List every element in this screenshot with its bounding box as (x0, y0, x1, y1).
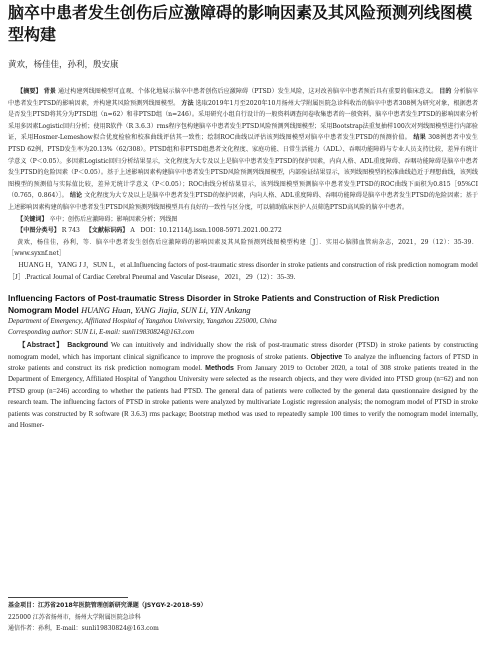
citation-en: HUANG H，YANG J J，SUN L，et al.Influencing factors of post-traumatic stress disorder in stroke patients and construction of risk prediction nomogram model［J］.Practical Journal of Cardiac Cerebral Pneumal and Vascular Disease，2021，29（12）：35-39. (8, 260, 478, 281)
english-abstract-label: 【Abstract】 (18, 342, 65, 350)
footnotes (8, 600, 478, 635)
footnote-divider (8, 597, 128, 598)
classification-value: R 743 (61, 227, 80, 235)
english-background-text: We can intuitively and individually show the risk of post-traumatic stress disorder (PTSD) in stroke patients by constructing nomogram model, which has important clinical significance to improve the prognosis of stroke patients. (8, 341, 479, 361)
english-objective-text: To analyze the influencing factors of PTSD in stroke patients and construct its risk prediction nomogram model. (8, 352, 479, 372)
chinese-abstract (8, 86, 478, 214)
conclusion-label: 结论 (69, 192, 83, 200)
abstract-label: 【摘要】 (17, 88, 42, 95)
article-metadata (8, 214, 478, 284)
background-text: 通过构建列线图模型可直观、个体化地展示脑卒中患者创伤后应激障碍（PTSD）发生风险，这对改善脑卒中患者预后具有重要的临床意义。 (57, 88, 438, 95)
affiliation-note: 225000 江苏省扬州市，扬州大学附属医院急诊科 (8, 613, 141, 621)
objective-label: 目的 (439, 88, 452, 95)
methods-label: 方法 (181, 99, 194, 107)
doc-code-value: A (130, 227, 135, 235)
english-methods-text: From January 2019 to October 2020, a total of 308 stroke patients treated in the Department of Emergency, Affiliated Hospital of Yangzhou University were selected as the research objects, and they were divided into PTSD group (n=62) and non PTSD group (n=246) according to whether the patients had PTSD. The general data of patients were collected by the general data questionnaire designed by the research team. The influencing factors of PTSD in stroke patients were analyzed by multivariate Logistic regression analysis; the nomogram model of PTSD in stroke patients was constructed by R software (R 3.6.3) rms package; Bootstrap method was used to repeatedly sample 100 times to verify the nomogram model internally, and Hosmer- (8, 363, 479, 429)
doi: DOI：10.12114/j.issn.1008-5971.2021.00.272 (140, 227, 282, 235)
english-objective-label: Objective (310, 353, 343, 361)
author-list: 黄欢，杨佳佳，孙利，殷安康 (8, 60, 119, 70)
keywords-text: 卒中；创伤后应激障碍；影响因素分析；列线图 (49, 215, 178, 223)
citation-cn: 黄欢，杨佳佳，孙利，等．脑卒中患者发生创伤后应激障碍的影响因素及其风险预测列线图模型构建［J］．实用心脑肺血管病杂志，2021，29（12）：35-39．［www.syxnf.net］ (8, 238, 478, 258)
objective-text: 分析脑卒中患者发生PTSD的影响因素，并构建其风险预测列线图模型。 (8, 88, 479, 107)
english-methods-label: Methods (205, 364, 234, 372)
corresponding-author: Corresponding author: SUN Li, E-mail: sunli19830824@163.com (8, 328, 195, 337)
funding-note: 基金项目：江苏省2018年医院管理创新研究课题（JSYGY-2-2018-59） (8, 602, 207, 609)
english-title-block (8, 293, 478, 316)
english-title: Influencing Factors of Post-traumatic Stress Disorder in Stroke Patients and Construction of Risk Prediction Nomogram Model (8, 293, 440, 315)
results-text: 308例患者中发生PTSD 62例，PTSD发生率为20.13%（62/308）。PTSD组和非PTSD组患者文化程度、家庭功能、日常生活能力（ADL）、吞咽功能障碍与专业人员支持比较，差异有统计学意义（P＜0.05）。多因素Logistic回归分析结果显示，文化程度为大专及以上是脑卒中患者发生PTSD的保护因素，内向人格、ADL重度障碍、吞咽功能障碍是脑卒中患者发生PTSD的危险因素（P＜0.05）。基于上述影响因素构建脑卒中患者发生PTSD风险预测列线图模型，内部验证结果显示，该列线图模型的校准曲线趋近于理想曲线，该列线图模型的预测值与实际值比较，差异无统计学意义（P＜0.05）；ROC曲线分析结果显示，该列线图模型预测脑卒中患者发生PTSD的ROC曲线下面积为0.815［95%CI（0.765，0.864）］。 (8, 134, 478, 200)
doc-code-label: 【文献标识码】 (85, 227, 129, 235)
paper-title: 脑卒中患者发生创伤后应激障碍的影响因素及其风险预测列线图模型构建 (8, 3, 473, 44)
paper-page (8, 0, 478, 431)
english-affiliation: Department of Emergency, Affiliated Hospital of Yangzhou University, Yangzhou 225000, China (8, 317, 277, 326)
english-authors: HUANG Huan, YANG Jiajia, SUN Li, YIN Ankang (81, 305, 251, 315)
classification-line (8, 225, 478, 237)
background-label: 背景 (43, 88, 56, 95)
keywords-line (8, 214, 478, 226)
results-label: 结果 (413, 134, 427, 142)
english-background-label: Background (67, 342, 109, 350)
correspondence-note: 通信作者：孙利，E-mail：sunli19830824@163.com (8, 625, 159, 632)
keywords-label: 【关键词】 (17, 215, 48, 223)
english-abstract (8, 340, 478, 431)
methods-text: 选取2019年1月至2020年10月扬州大学附属医院急诊科收治的脑卒中患者308例为研究对象，根据患者是否发生PTSD将其分为PTSD组（n=62）和非PTSD组（n=246）。采用研究小组自行设计的一般资料调查问卷收集患者的一般资料，脑卒中患者发生PTSD的影响因素分析采用多因素Logistic回归分析；使用R软件（R 3.6.3）rms程序包构建脑卒中患者发生PTSD风险预测列线图模型；采用Bootstrap法重复抽样100次对列线图模型进行内部验证，采用Hosmer-Lemeshow拟合优度检验和校准曲线评估其一致性；绘制ROC曲线以评估该列线图模型对脑卒中患者发生PTSD的预测价值。 (8, 99, 479, 142)
conclusion-text: 文化程度为大专及以上是脑卒中患者发生PTSD的保护因素，内向人格、ADL重度障碍、吞咽功能障碍是脑卒中患者发生PTSD的危险因素；基于上述影响因素构建的脑卒中患者发生PTSD风险预测列线图模型具有良好的一致性与区分度，可以辅助临床医护人员筛选PTSD高风险的脑卒中患者。 (8, 192, 479, 211)
classification-label: 【中图分类号】 (17, 227, 60, 235)
